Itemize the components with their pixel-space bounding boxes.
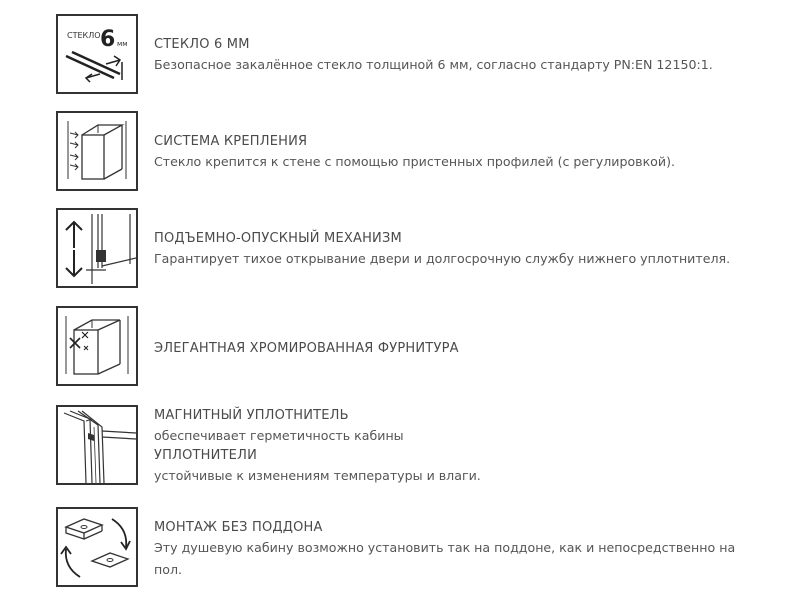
feature-desc — [154, 537, 774, 581]
feature-title: МОНТАЖ БЕЗ ПОДДОНА — [154, 520, 323, 535]
chrome-fittings-icon — [56, 306, 138, 386]
feature-title: МАГНИТНЫЙ УПЛОТНИТЕЛЬ — [154, 408, 349, 423]
feature-title: ПОДЪЕМНО-ОПУСКНЫЙ МЕХАНИЗМ — [154, 231, 402, 246]
feature-desc: Гарантирует тихое открывание двери и долгосрочную службу нижнего уплотнителя. — [154, 251, 731, 266]
lift-mechanism-icon — [56, 208, 138, 288]
no-tray-install-icon — [56, 507, 138, 587]
icon-text-small: СТЕКЛО — [67, 31, 101, 40]
glass-6mm-icon — [56, 14, 138, 94]
feature-no-tray-text — [154, 519, 774, 581]
feature-mounting-text — [154, 133, 774, 173]
feature-title: СИСТЕМА КРЕПЛЕНИЯ — [154, 134, 308, 149]
feature-title-2: УПЛОТНИТЕЛИ — [154, 448, 258, 463]
feature-desc-2: устойчивые к изменениям температуры и влаги. — [154, 468, 481, 483]
feature-title: СТЕКЛО 6 ММ — [154, 37, 250, 52]
mounting-system-icon — [56, 111, 138, 191]
feature-desc: Безопасное закалённое стекло толщиной 6 мм, согласно стандарту PN:EN 12150:1. — [154, 57, 713, 72]
feature-glass-text — [154, 36, 774, 76]
feature-seal-text — [154, 407, 774, 487]
feature-chrome-text — [154, 340, 774, 358]
magnetic-seal-icon — [56, 405, 138, 485]
icon-text-unit: мм — [117, 40, 128, 48]
feature-desc: обеспечивает герметичность кабины — [154, 428, 404, 443]
feature-lift-text — [154, 230, 774, 270]
feature-desc-line-2: пол. — [154, 562, 182, 577]
feature-title: ЭЛЕГАНТНАЯ ХРОМИРОВАННАЯ ФУРНИТУРА — [154, 341, 459, 356]
icon-text-big: 6 — [100, 27, 116, 52]
feature-desc: Стекло крепится к стене с помощью пристенных профилей (с регулировкой). — [154, 154, 675, 169]
feature-desc-line-1: Эту душевую кабину возможно установить так на поддоне, как и непосредственно на — [154, 540, 736, 555]
